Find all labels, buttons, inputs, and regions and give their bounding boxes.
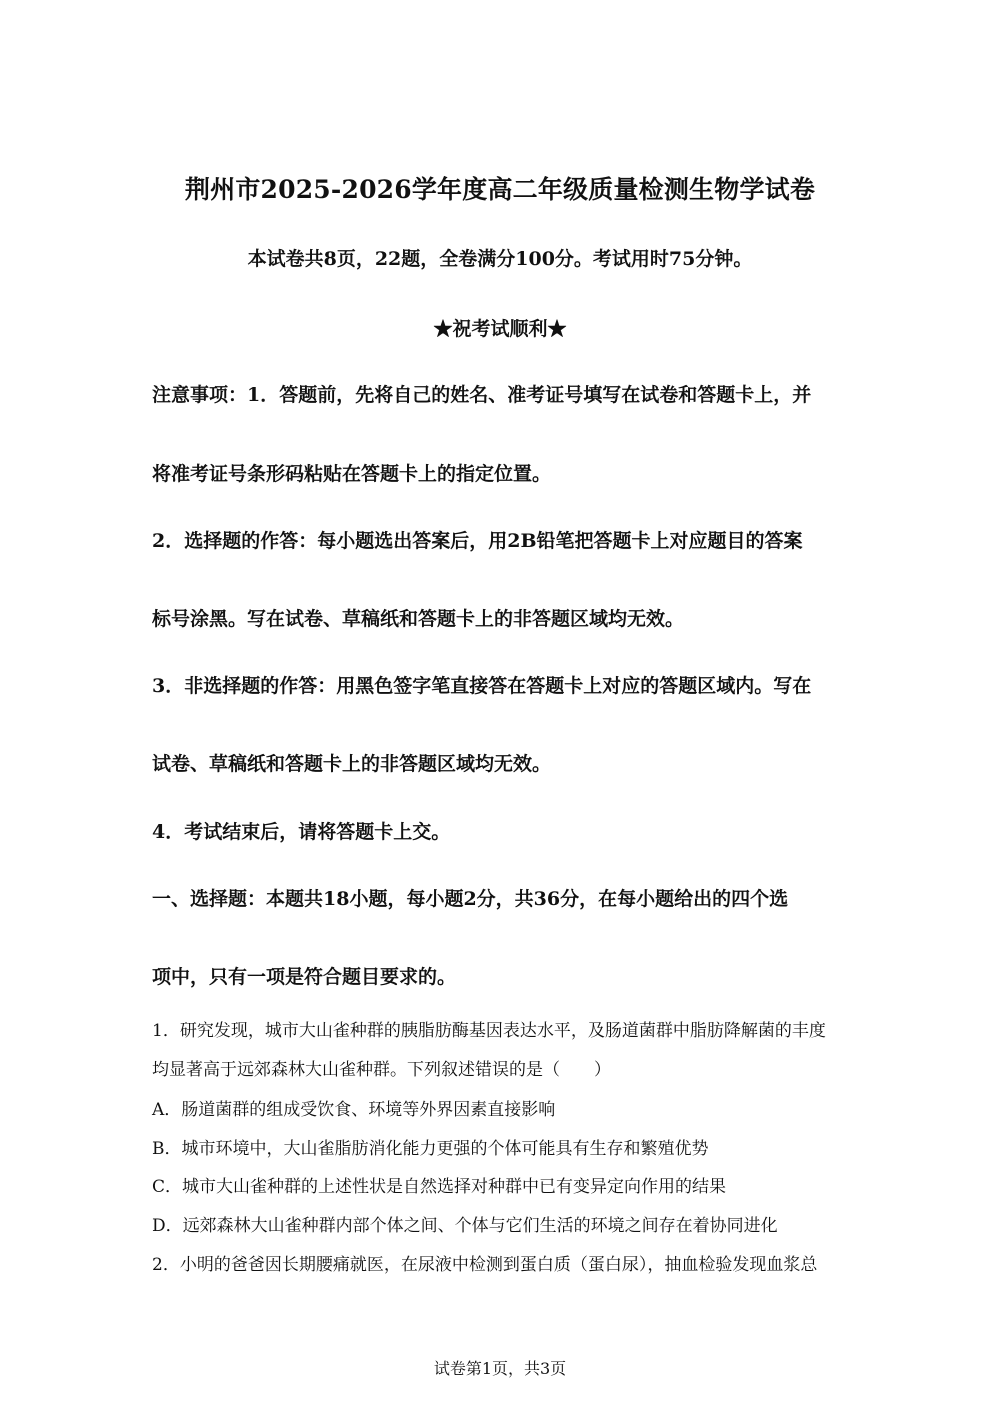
- exam-subtitle: 本试卷共8页，22题，全卷满分100分。考试用时75分钟。: [247, 248, 753, 270]
- question-1-option-b: B．城市环境中，大山雀脂肪消化能力更强的个体可能具有生存和繁殖优势: [152, 1139, 709, 1159]
- notice-line-6: 试卷、草稿纸和答题卡上的非答题区域均无效。: [152, 753, 552, 775]
- section-heading-line-1: 一、选择题：本题共18小题，每小题2分，共36分，在每小题给出的四个选: [152, 888, 789, 910]
- notice-line-4: 标号涂黑。写在试卷、草稿纸和答题卡上的非答题区域均无效。: [152, 608, 685, 630]
- notice-line-2: 将准考证号条形码粘贴在答题卡上的指定位置。: [152, 463, 552, 485]
- question-1-option-c: C．城市大山雀种群的上述性状是自然选择对种群中已有变异定向作用的结果: [152, 1177, 727, 1197]
- section-heading-line-2: 项中，只有一项是符合题目要求的。: [152, 966, 457, 988]
- blessing-text: ★祝考试顺利★: [433, 318, 567, 340]
- question-1-stem-line-1: 1．研究发现，城市大山雀种群的胰脂肪酶基因表达水平，及肠道菌群中脂肪降解菌的丰度: [152, 1021, 826, 1041]
- exam-title: 荆州市2025-2026学年度高二年级质量检测生物学试卷: [184, 175, 816, 204]
- question-1-option-a: A．肠道菌群的组成受饮食、环境等外界因素直接影响: [152, 1100, 556, 1120]
- question-2-stem-line-1: 2．小明的爸爸因长期腰痛就医，在尿液中检测到蛋白质（蛋白尿），抽血检验发现血浆总: [152, 1255, 818, 1275]
- page-footer: 试卷第1页，共3页: [433, 1359, 567, 1378]
- notice-line-7: 4．考试结束后，请将答题卡上交。: [152, 821, 451, 843]
- notice-line-3: 2．选择题的作答：每小题选出答案后，用2B铅笔把答题卡上对应题目的答案: [152, 530, 803, 552]
- notice-line-1: 注意事项：1．答题前，先将自己的姓名、准考证号填写在试卷和答题卡上，并: [152, 384, 812, 406]
- question-1-stem-line-2: 均显著高于远郊森林大山雀种群。下列叙述错误的是（ ）: [152, 1060, 611, 1080]
- notice-line-5: 3．非选择题的作答：用黑色签字笔直接答在答题卡上对应的答题区域内。写在: [152, 675, 812, 697]
- question-1-option-d: D．远郊森林大山雀种群内部个体之间、个体与它们生活的环境之间存在着协同进化: [152, 1216, 778, 1236]
